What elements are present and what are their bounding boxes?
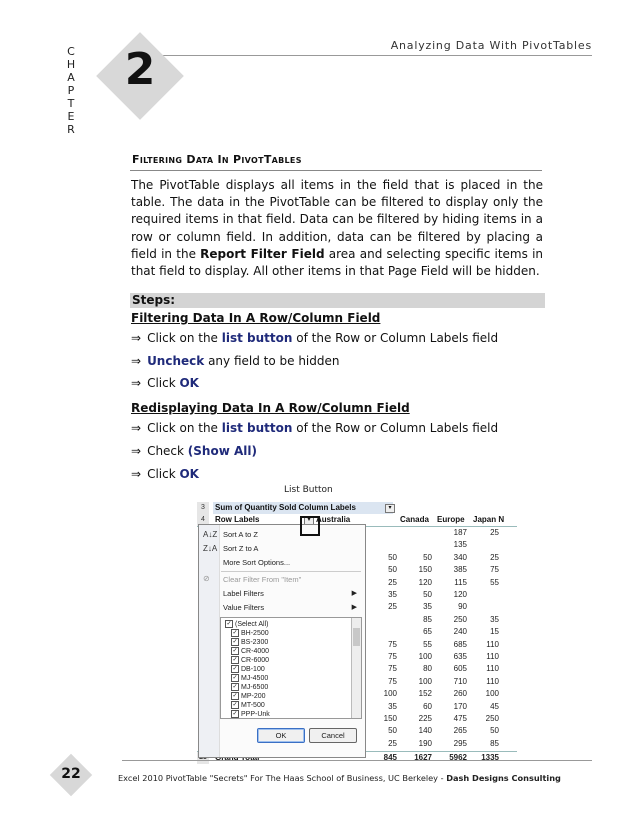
checklist-item[interactable] bbox=[231, 683, 268, 691]
menu-sort-a-to-z[interactable]: Sort A to Z bbox=[223, 530, 259, 539]
filter-dropdown-menu bbox=[198, 524, 366, 758]
table-cell: 50 bbox=[388, 565, 397, 575]
grid-row-4: 4 Row Labels ▾ Australia Canada Europe Japan N bbox=[197, 514, 517, 527]
table-cell: 75 bbox=[388, 676, 397, 686]
checklist-item-label: MJ-6500 bbox=[241, 683, 269, 691]
checklist-item[interactable] bbox=[231, 674, 268, 682]
menu-sort-z-to-a[interactable]: Sort Z to A bbox=[223, 544, 259, 553]
table-cell: 385 bbox=[453, 565, 467, 575]
table-cell: 50 bbox=[490, 726, 499, 736]
table-cell: 45 bbox=[490, 701, 499, 711]
figure-caption: List Button bbox=[284, 485, 333, 495]
table-cell: 15 bbox=[490, 627, 499, 637]
checklist-item[interactable] bbox=[231, 710, 270, 718]
table-cell: 50 bbox=[388, 726, 397, 736]
checkbox[interactable]: ✓ bbox=[232, 675, 238, 681]
page-number-diamond bbox=[50, 754, 92, 796]
checklist-item-label: BS-2300 bbox=[241, 638, 269, 646]
table-cell: 35 bbox=[388, 590, 397, 599]
checklist-item-label: MJ-4500 bbox=[241, 674, 269, 682]
table-cell: 605 bbox=[453, 664, 467, 674]
table-cell: 685 bbox=[453, 639, 467, 649]
cancel-button[interactable]: Cancel bbox=[309, 728, 357, 743]
table-cell: 170 bbox=[453, 701, 467, 711]
submenu-arrow-icon: ▶ bbox=[351, 604, 357, 611]
checkbox[interactable]: ✓ bbox=[232, 648, 238, 654]
table-cell: 190 bbox=[418, 738, 432, 748]
column-labels-dropdown[interactable]: ▾ bbox=[385, 504, 395, 513]
table-cell: 100 bbox=[485, 689, 499, 699]
table-cell: 25 bbox=[490, 528, 499, 537]
table-cell: 75 bbox=[388, 639, 397, 649]
intro-paragraph: The PivotTable displays all items in the field that is placed in the table. The data in the PivotTable can be filtered to display only the required items in that field. Data can be filtered by hiding items in a row or column field. In addition, data can be filtered by placing a field in the Report Filter Field area and selecting specific items in that field to display. All other items in that Page Field will be hidden. bbox=[131, 178, 544, 279]
table-cell: 55 bbox=[490, 577, 499, 587]
step-item: ⇒ Click OK bbox=[131, 467, 199, 481]
table-cell: 90 bbox=[458, 602, 467, 612]
table-cell: 140 bbox=[418, 726, 432, 736]
checklist-item-label: CR-6000 bbox=[241, 656, 270, 664]
table-cell: 250 bbox=[453, 614, 467, 624]
table-cell: 110 bbox=[486, 664, 499, 674]
steps-heading: Steps: bbox=[130, 293, 545, 308]
clear-filter-icon: ⊘ bbox=[203, 574, 210, 583]
table-cell: 60 bbox=[423, 701, 432, 711]
checklist-item-label: (Select All) bbox=[235, 620, 269, 628]
step-item: ⇒ Check (Show All) bbox=[131, 444, 257, 458]
row-labels-list-button[interactable]: ▾ bbox=[304, 516, 314, 525]
chapter-label: C H A P T E R bbox=[66, 45, 76, 136]
table-cell: 75 bbox=[490, 565, 499, 575]
checkbox[interactable]: ✓ bbox=[232, 657, 238, 663]
item-checklist[interactable] bbox=[220, 617, 362, 719]
table-cell: 340 bbox=[453, 552, 467, 562]
checklist-item[interactable] bbox=[231, 629, 269, 637]
grand-total-row: 845 1627 5962 1335 bbox=[197, 751, 517, 764]
checkbox[interactable]: ✓ bbox=[232, 711, 238, 717]
table-cell: 120 bbox=[418, 577, 432, 587]
checklist-item[interactable] bbox=[231, 647, 269, 655]
checklist-item[interactable] bbox=[231, 692, 266, 700]
step-item: ⇒ Uncheck any field to be hidden bbox=[131, 354, 340, 368]
sort-za-icon: Z↓A bbox=[203, 544, 218, 553]
table-cell: 25 bbox=[388, 738, 397, 748]
table-cell: 85 bbox=[490, 738, 499, 748]
chapter-diamond bbox=[100, 36, 180, 116]
menu-clear-filter[interactable]: Clear Filter From "Item" bbox=[223, 575, 302, 584]
sort-az-icon: A↓Z bbox=[203, 530, 218, 539]
table-cell: 100 bbox=[418, 676, 432, 686]
checklist-item-label: CR-4000 bbox=[241, 647, 270, 655]
checklist-item[interactable] bbox=[231, 665, 265, 673]
menu-label-filters[interactable]: Label Filters bbox=[223, 589, 264, 598]
chapter-number: 2 bbox=[124, 44, 156, 95]
checkbox[interactable]: ✓ bbox=[232, 666, 238, 672]
table-cell: 80 bbox=[423, 664, 432, 674]
table-cell: 710 bbox=[453, 676, 467, 686]
table-cell: 250 bbox=[485, 714, 499, 723]
checkbox[interactable]: ✓ bbox=[226, 621, 232, 627]
table-cell: 100 bbox=[383, 689, 397, 699]
pivot-screenshot bbox=[197, 502, 517, 764]
table-cell: 150 bbox=[418, 565, 432, 575]
table-cell: 25 bbox=[388, 602, 397, 612]
step-item: ⇒ Click OK bbox=[131, 376, 199, 390]
menu-more-sort-options[interactable]: More Sort Options... bbox=[223, 558, 291, 567]
table-cell: 110 bbox=[486, 639, 499, 649]
grid-row-3: 3 Sum of Quantity Sold Column Labels ▾ bbox=[197, 502, 517, 514]
checkbox[interactable]: ✓ bbox=[232, 693, 238, 699]
table-cell: 35 bbox=[423, 602, 432, 612]
section-rule bbox=[130, 170, 542, 171]
table-cell: 65 bbox=[423, 627, 432, 637]
table-cell: 110 bbox=[486, 652, 499, 661]
table-cell: 152 bbox=[418, 689, 432, 699]
table-cell: 260 bbox=[453, 689, 467, 699]
table-cell: 187 bbox=[453, 528, 467, 537]
subheading-filtering: Filtering Data In A Row/Column Field bbox=[131, 311, 381, 325]
checkbox[interactable]: ✓ bbox=[232, 639, 238, 645]
running-header: Analyzing Data With PivotTables bbox=[390, 39, 592, 52]
table-cell: 135 bbox=[453, 540, 467, 550]
table-cell: 55 bbox=[423, 639, 432, 649]
checkbox[interactable]: ✓ bbox=[232, 702, 238, 708]
checklist-item-label: BH-2500 bbox=[241, 629, 269, 637]
checklist-item[interactable] bbox=[225, 620, 268, 628]
checklist-item[interactable] bbox=[231, 701, 265, 709]
table-cell: 25 bbox=[388, 577, 397, 587]
section-title: Filtering Data In PivotTables bbox=[132, 153, 302, 166]
table-cell: 50 bbox=[423, 552, 432, 562]
footer-rule bbox=[122, 760, 592, 761]
table-cell: 115 bbox=[454, 577, 467, 587]
table-cell: 120 bbox=[453, 590, 467, 599]
subheading-redisplaying: Redisplaying Data In A Row/Column Field bbox=[131, 401, 410, 415]
step-item: ⇒ Click on the list button of the Row or Column Labels field bbox=[131, 421, 499, 435]
header-rule bbox=[130, 55, 592, 56]
table-cell: 635 bbox=[453, 652, 467, 661]
checklist-item[interactable] bbox=[231, 656, 269, 664]
table-cell: 110 bbox=[486, 676, 499, 686]
footer-text: Excel 2010 PivotTable "Secrets" For The Haas School of Business, UC Berkeley - Dash Designs Consulting bbox=[118, 773, 561, 783]
table-cell: 265 bbox=[453, 726, 467, 736]
table-cell: 100 bbox=[418, 652, 432, 661]
table-cell: 85 bbox=[423, 614, 432, 624]
ok-button[interactable]: OK bbox=[257, 728, 305, 743]
list-button-callout bbox=[300, 516, 320, 536]
table-cell: 240 bbox=[453, 627, 467, 637]
table-cell: 50 bbox=[388, 552, 397, 562]
table-cell: 225 bbox=[418, 714, 432, 723]
table-cell: 75 bbox=[388, 664, 397, 674]
step-item: ⇒ Click on the list button of the Row or Column Labels field bbox=[131, 331, 499, 345]
table-cell: 75 bbox=[388, 652, 397, 661]
checkbox[interactable]: ✓ bbox=[232, 630, 238, 636]
checklist-item-label: DB-100 bbox=[241, 665, 265, 673]
menu-value-filters[interactable]: Value Filters bbox=[223, 603, 265, 612]
table-cell: 35 bbox=[490, 614, 499, 624]
table-cell: 50 bbox=[423, 590, 432, 599]
checklist-item-label: PPP-Unk bbox=[241, 710, 270, 718]
checkbox[interactable]: ✓ bbox=[232, 684, 238, 690]
checklist-item-label: MP-200 bbox=[241, 692, 266, 700]
table-cell: 25 bbox=[490, 552, 499, 562]
table-cell: 295 bbox=[453, 738, 467, 748]
submenu-arrow-icon: ▶ bbox=[351, 590, 357, 597]
checklist-scrollbar[interactable] bbox=[351, 618, 361, 718]
table-cell: 475 bbox=[453, 714, 467, 723]
table-cell: 35 bbox=[388, 701, 397, 711]
checklist-item[interactable] bbox=[231, 638, 268, 646]
checklist-item-label: MT-500 bbox=[241, 701, 265, 709]
page-number: 22 bbox=[61, 766, 81, 782]
table-cell: 150 bbox=[383, 714, 397, 723]
